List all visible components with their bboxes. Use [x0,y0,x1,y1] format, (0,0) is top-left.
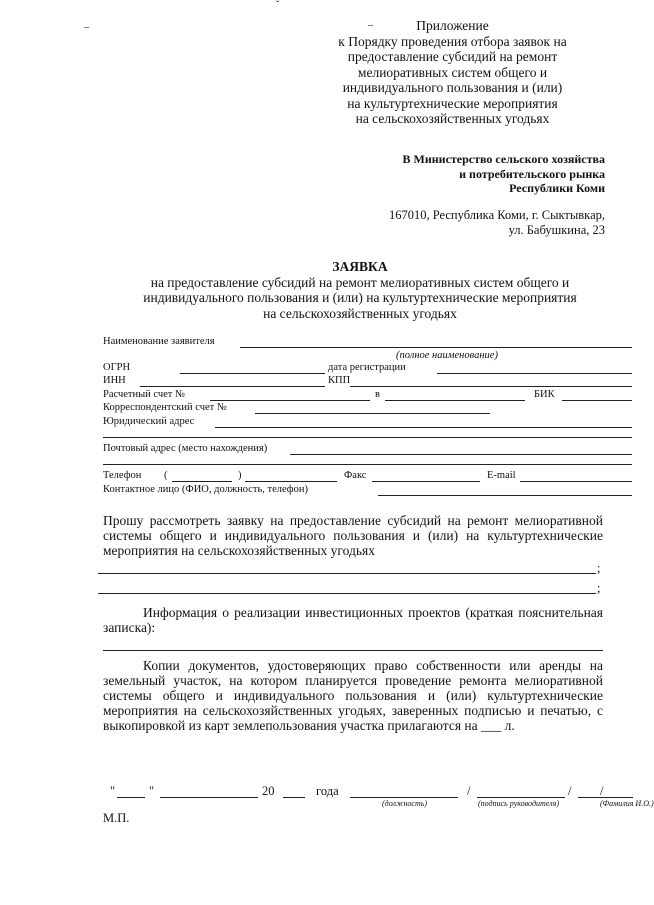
fax-field[interactable] [372,481,480,482]
stamp-label: М.П. [103,811,130,825]
title-heading: ЗАЯВКА [332,259,388,274]
postal-address-label: Почтовый адрес (место нахождения) [103,443,268,454]
phone-code-field[interactable] [172,481,232,482]
appendix-line: мелиоративных систем общего и [357,64,548,80]
investment-field[interactable] [103,650,603,651]
email-field[interactable] [520,481,632,482]
scan-mark: – [84,22,89,33]
appendix-line: на культуртехнические мероприятия [347,95,558,111]
recipient-block [403,152,606,196]
slash-3: / [600,784,604,798]
legal-address-field[interactable] [215,427,632,428]
signature-caption: (подпись руководителя) [478,799,559,808]
appendix-line: к Порядку проведения отбора заявок на [338,33,567,49]
kpp-field[interactable] [350,386,632,387]
position-caption: (должность) [382,799,428,808]
recipient-line: В Министерство сельского хозяйства [402,152,605,166]
name-caption: (Фамилия И.О.) [600,799,654,808]
appendix-line: Приложение [416,18,489,33]
date-year-field[interactable] [283,797,305,798]
date-quote-open: " [110,784,116,798]
phone-paren-open: ( [164,470,168,481]
fax-label: Факс [344,470,367,481]
slash-1: / [467,784,471,798]
appendix-line: на сельскохозяйственных угодьях [355,111,550,126]
year-suffix: года [316,784,339,798]
corr-account-field[interactable] [255,413,490,414]
legal-address-label: Юридический адрес [103,416,195,427]
document-title [100,259,620,321]
signature-field[interactable] [477,797,565,798]
bank-field[interactable] [385,400,525,401]
ogrn-label: ОГРН [103,362,131,373]
address-line: 167010, Республика Коми, г. Сыктывкар, [388,208,605,222]
contact-person-field[interactable] [378,495,632,496]
appendix-line: индивидуального пользования и (или) [342,80,563,95]
kpp-label: КПП [328,375,351,386]
phone-number-field[interactable] [245,481,337,482]
appendix-line: предоставление субсидий на ремонт [347,49,558,64]
scan-mark: – [368,20,373,31]
title-line: на сельскохозяйственных угодьях [263,305,457,321]
slash-2: / [568,784,572,798]
year-prefix: 20 [262,784,275,798]
contact-person-label: Контактное лицо (ФИО, должность, телефон) [103,484,308,495]
inn-field[interactable] [140,386,325,387]
registration-date-field[interactable] [437,373,632,374]
corr-account-label: Корреспондентский счет № [103,402,227,413]
address-line: ул. Бабушкина, 23 [508,223,605,237]
date-day-field[interactable] [117,797,145,798]
date-quote-close: " [149,784,155,798]
email-label: E-mail [487,470,516,481]
appendix-header [300,18,605,127]
current-account-label: Расчетный счет № [103,389,186,400]
phone-label: Телефон [103,470,142,481]
semicolon-1: ; [597,561,601,575]
recipient-line: Республики Коми [509,181,605,195]
scan-mark: ˇ [276,0,280,11]
recipient-line: и потребительского рынка [459,166,605,181]
postal-address-field[interactable] [290,454,632,455]
request-field-2[interactable] [98,593,596,594]
applicant-name-field[interactable] [240,347,632,348]
date-month-field[interactable] [160,797,258,798]
title-line: индивидуального пользования и (или) на культуртехнические мероприятия [143,290,577,305]
investment-paragraph: Информация о реализации инвестиционных проектов (краткая пояснительная записка): [103,605,603,635]
position-field[interactable] [350,797,458,798]
legal-address-field-2[interactable] [103,437,632,438]
registration-date-label: дата регистрации [328,362,406,373]
ogrn-field[interactable] [180,373,325,374]
title-line: на предоставление субсидий на ремонт мелиоративных систем общего и [150,274,570,290]
request-paragraph: Прошу рассмотреть заявку на предоставление субсидий на ремонт мелиоративной системы общего и индивидуального пользования и (или) на культуртехнические мероприятия на сельскохозяйственных угодьях [103,513,603,558]
semicolon-2: ; [597,581,601,595]
current-account-field[interactable] [210,400,370,401]
request-field-1[interactable] [98,573,596,574]
recipient-address [389,208,605,238]
postal-address-field-2[interactable] [103,464,632,465]
copies-paragraph: Копии документов, удостоверяющих право собственности или аренды на земельный участок, на котором планируется проведение ремонта мелиоративной системы общего и индивидуального пользования и (или) культуртехнические мероприятия на сельскохозяйственных угодьях, заверенных подписью и печатью, с выкопировкой из карт землепользования участка прилагаются на ___ л. [103,658,603,733]
applicant-name-label: Наименование заявителя [103,336,215,347]
bank-label: в [375,389,380,400]
bik-label: БИК [534,389,555,400]
full-name-hint: (полное наименование) [396,350,498,361]
bik-field[interactable] [562,400,632,401]
name-field[interactable] [578,797,633,798]
phone-paren-close: ) [238,470,242,481]
inn-label: ИНН [103,375,126,386]
